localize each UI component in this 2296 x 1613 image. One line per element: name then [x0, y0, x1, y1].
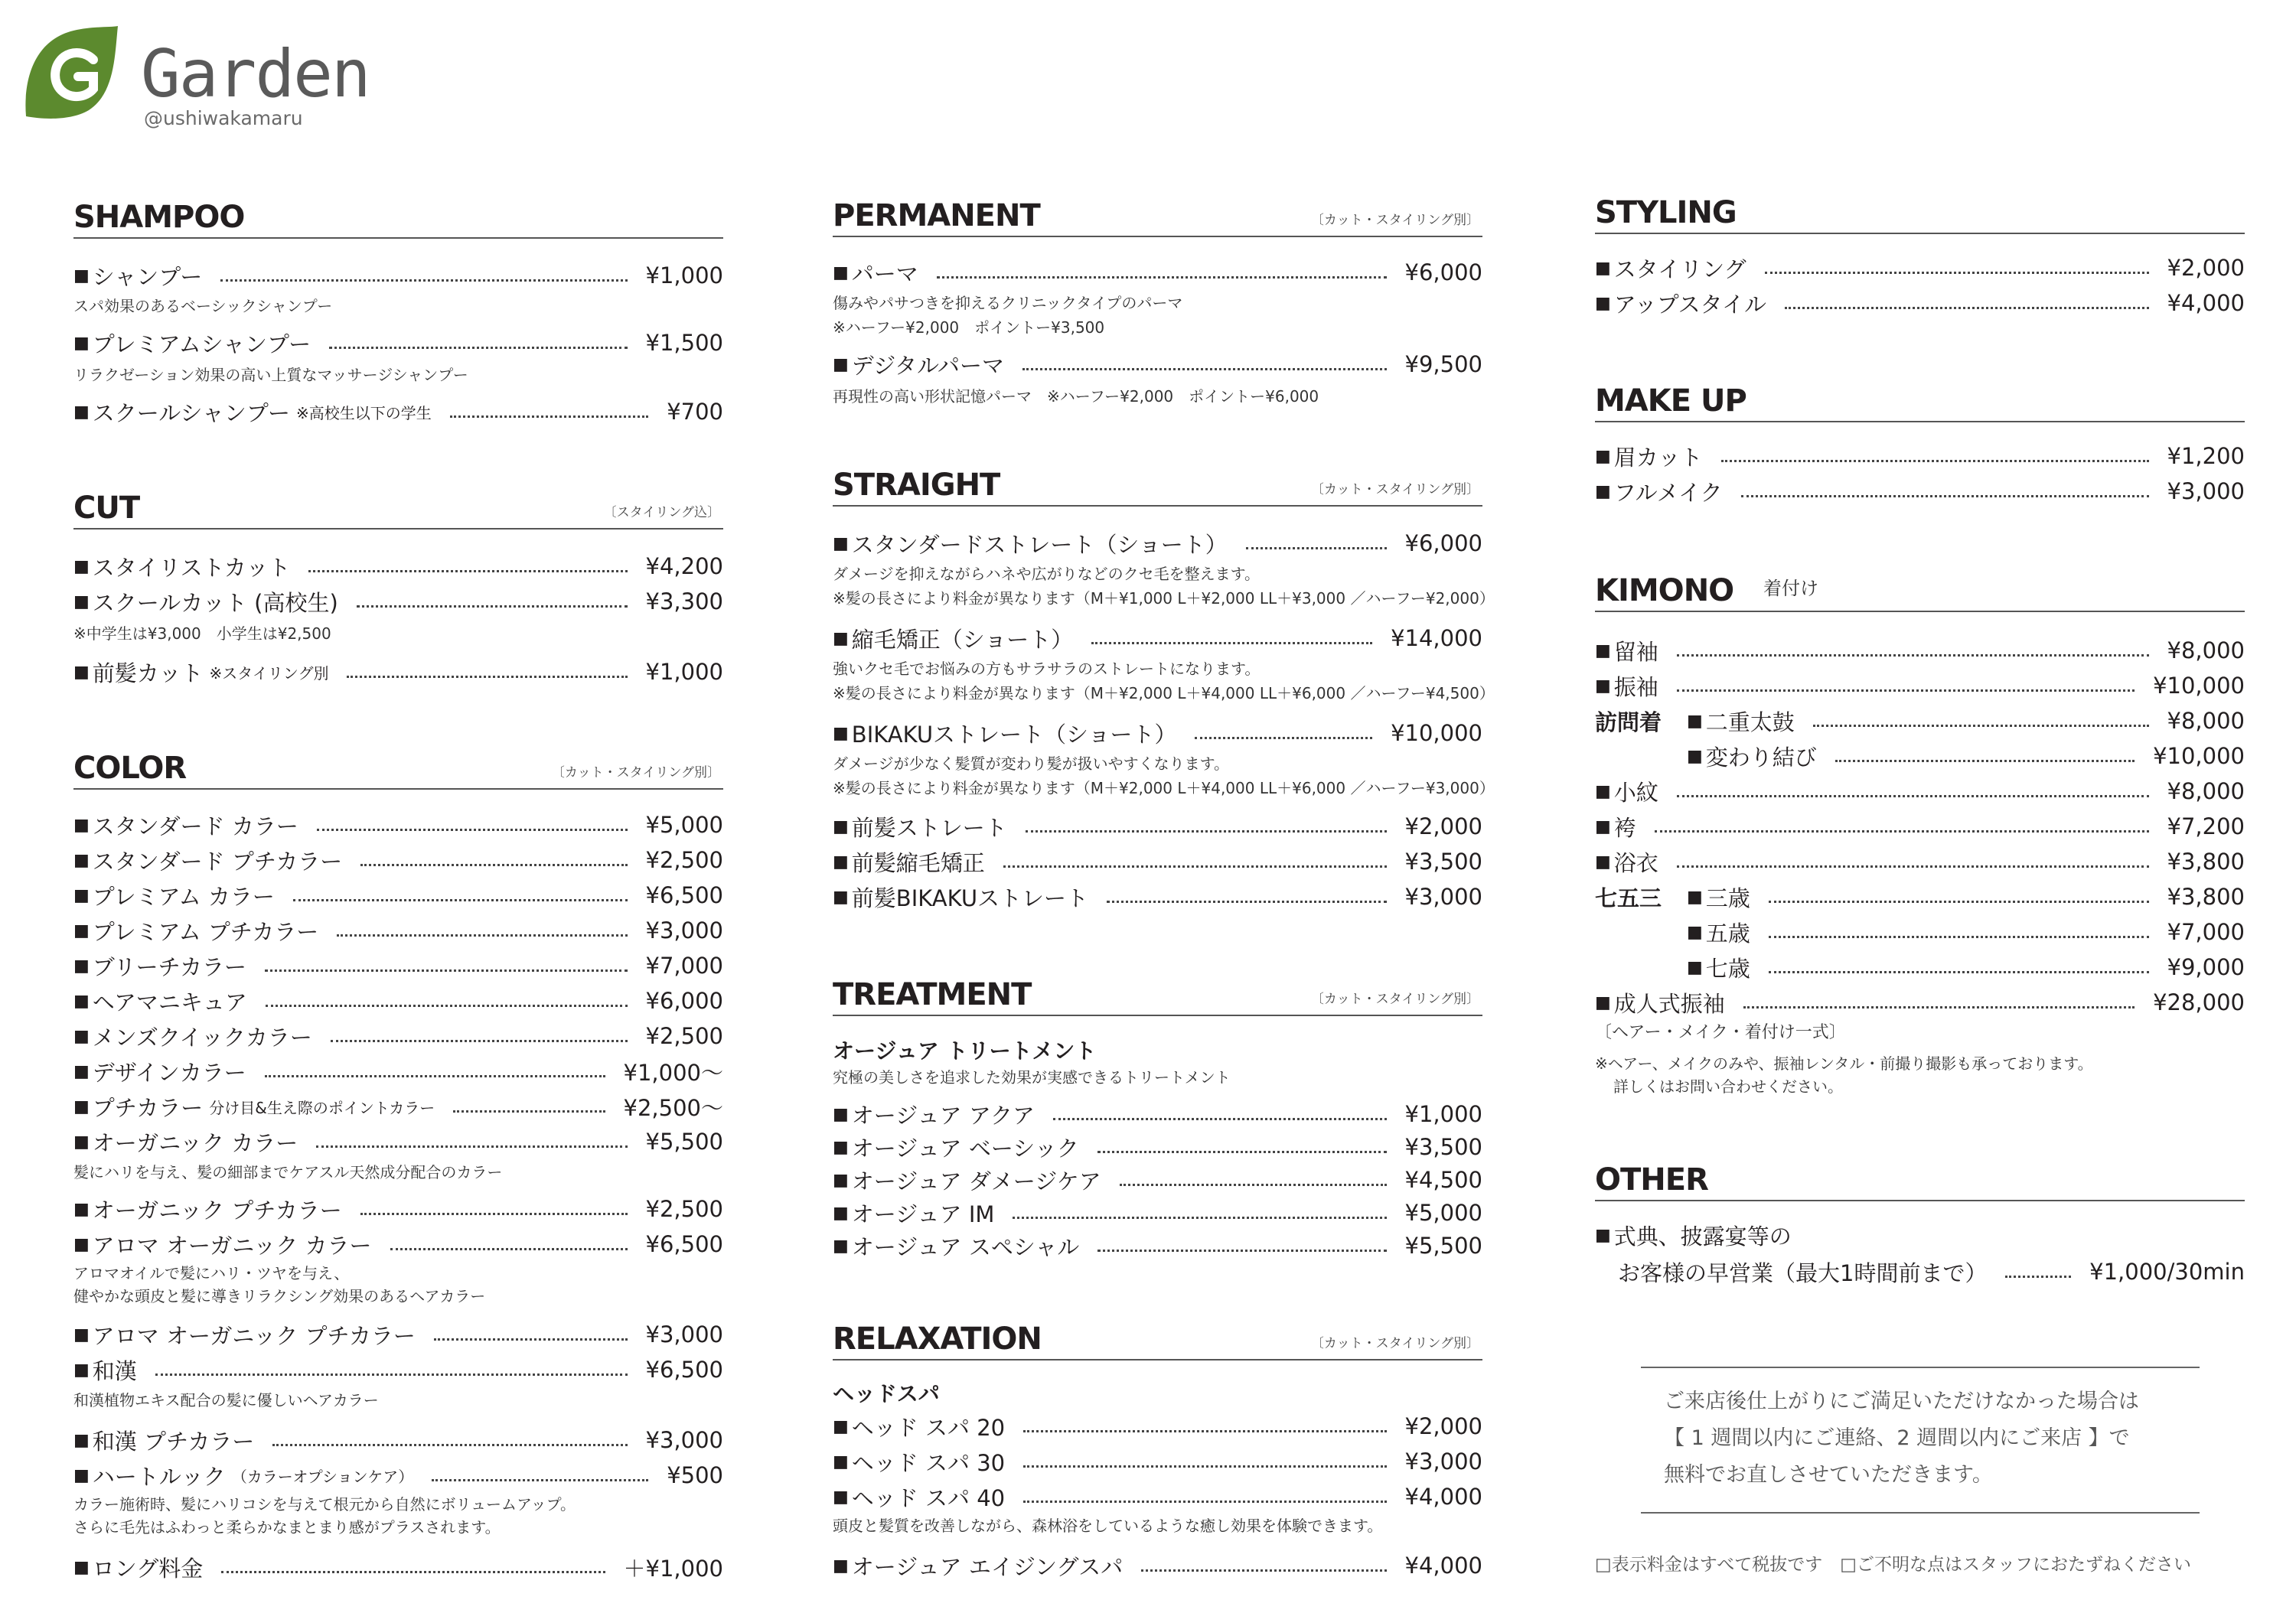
item-desc: ※中学生は¥3,000 小学生は¥2,500 — [73, 624, 331, 643]
item-desc: 健やかな頭皮と髪に導きリラクシング効果のあるヘアカラー — [73, 1287, 486, 1305]
item-desc: 再現性の高い形状記憶パーマ ※ハーフー¥2,000 ポイントー¥6,000 — [833, 387, 1319, 406]
item-name: スタンダードストレート（ショート） — [851, 531, 1228, 558]
item-price: ¥7,000 — [2167, 919, 2245, 945]
item-desc: 髪にハリを与え、髪の細部までケアスル天然成分配合のカラー — [73, 1163, 503, 1181]
menu-item: ■ 前髪縮毛矯正 ¥3,500 — [833, 845, 1482, 878]
item-group: 訪問着 — [1595, 709, 1662, 735]
section-title: OTHER — [1595, 1162, 1708, 1198]
menu-item — [1595, 1255, 2245, 1289]
item-note: ※スタイリング別 — [209, 663, 329, 683]
leaf-logo-icon — [20, 24, 119, 121]
menu-item: ■ ヘッド スパ 30 ¥3,000 — [833, 1445, 1482, 1478]
item-name: 浴衣 — [1613, 849, 1658, 876]
section-title: STYLING — [1595, 195, 1737, 230]
item-group: 七五三 — [1595, 885, 1662, 911]
footer-note: □表示料金はすべて税抜です □ご不明な点はスタッフにおたずねください — [1595, 1555, 2192, 1575]
item-desc: ダメージを抑えながらハネや広がりなどのクセ毛を整えます。 — [833, 565, 1260, 583]
item-price: ¥6,500 — [645, 1357, 723, 1383]
menu-item: ■ オーガニック カラー ¥5,500 — [73, 1125, 723, 1158]
item-name: スクールシャンプー — [92, 399, 291, 426]
item-name: プチカラー — [92, 1094, 204, 1121]
item-price: ¥1,000/30min — [2089, 1259, 2245, 1285]
menu-item: ■ ヘッド スパ 40 ¥4,000 — [833, 1480, 1482, 1514]
menu-item: 訪問着 ■ 二重太鼓 ¥8,000 — [1595, 704, 2245, 738]
menu-item: 七五三 ■ 三歳 ¥3,800 — [1595, 880, 2245, 914]
item-price: ¥5,000 — [1404, 1200, 1482, 1226]
section-header-makeup — [1595, 375, 2245, 422]
item-price: ¥2,500～ — [623, 1094, 723, 1121]
item-price: ¥3,000 — [1404, 884, 1482, 910]
item-price: ¥3,300 — [645, 588, 723, 614]
item-name: アロマ オーガニック プチカラー — [92, 1322, 416, 1349]
menu-item: ■ 小紋 ¥8,000 — [1595, 774, 2245, 808]
item-price: ¥5,000 — [645, 812, 723, 838]
menu-item: ■ スタンダードストレート（ショート） ¥6,000 — [833, 526, 1482, 560]
notice-line: 無料でお直しさせていただきます。 — [1664, 1463, 1993, 1487]
menu-item: ■ オージュア ダメージケア ¥4,500 — [833, 1163, 1482, 1197]
menu-item: ■ 留袖 ¥8,000 — [1595, 634, 2245, 667]
item-price: ¥1,000 — [1404, 1101, 1482, 1127]
item-price: ¥3,800 — [2167, 849, 2245, 875]
item-price: ¥5,500 — [645, 1129, 723, 1155]
section-title: TREATMENT — [833, 977, 1032, 1012]
item-note: （カラーオプションケア） — [231, 1467, 414, 1486]
item-desc: ※髪の長さにより料金が異なります（M＋¥2,000 L＋¥4,000 LL＋¥6,000 ／ハーフー¥4,500） — [833, 684, 1495, 702]
section-note: 〔カット・スタイリング別〕 — [1310, 992, 1479, 1007]
brand-logo — [20, 24, 370, 129]
item-price: ¥6,500 — [645, 1231, 723, 1257]
item-note: 分け目&生え際のポイントカラー — [209, 1098, 435, 1117]
section-header-color — [73, 742, 723, 790]
item-name: オージュア ダメージケア — [851, 1168, 1101, 1194]
item-desc: ※ハーフー¥2,000 ポイントー¥3,500 — [833, 318, 1105, 337]
satisfaction-notice — [1641, 1367, 2200, 1514]
item-name: アップスタイル — [1613, 291, 1767, 318]
section-title: COLOR — [73, 751, 187, 786]
menu-item: ■ 式典、披露宴等の — [1595, 1218, 2245, 1252]
item-price: ¥3,000 — [645, 1321, 723, 1347]
item-name: 留袖 — [1613, 638, 1658, 665]
item-name: 前髪縮毛矯正 — [851, 849, 985, 876]
section-title: KIMONO — [1595, 573, 1734, 608]
menu-item: ■ 縮毛矯正（ショート） ¥14,000 — [833, 621, 1482, 655]
menu-item: ■ アロマ オーガニック プチカラー ¥3,000 — [73, 1318, 723, 1351]
item-name: オーガニック カラー — [92, 1129, 298, 1156]
item-desc: 強いクセ毛でお悩みの方もサラサラのストレートになります。 — [833, 660, 1261, 678]
section-header-styling — [1595, 187, 2245, 234]
item-price: ¥3,000 — [1404, 1448, 1482, 1475]
item-desc: 和漢植物エキス配合の髪に優しいヘアカラー — [73, 1391, 379, 1409]
item-name: デジタルパーマ — [851, 352, 1005, 379]
section-note: 〔カット・スタイリング別〕 — [1310, 1336, 1479, 1351]
item-name: デザインカラー — [92, 1059, 246, 1086]
kimono-note: ※ヘアー、メイクのみや、振袖レンタル・前撮り撮影も承っております。 — [1595, 1054, 2093, 1073]
item-name: スタンダード プチカラー — [92, 848, 343, 875]
item-name: 小紋 — [1613, 779, 1658, 806]
menu-item: ■ デザインカラー ¥1,000～ — [73, 1054, 723, 1088]
item-name: 三歳 — [1705, 885, 1750, 911]
item-name: ハートルック — [92, 1463, 226, 1490]
item-name: スタイリストカット — [92, 554, 291, 581]
item-desc: スパ効果のあるベーシックシャンプー — [73, 297, 333, 315]
item-name: ヘッド スパ 40 — [851, 1484, 1006, 1511]
item-price: ¥3,500 — [1404, 849, 1482, 875]
item-name: スタイリング — [1613, 256, 1746, 282]
item-price: ¥6,000 — [1404, 530, 1482, 556]
item-name: 成人式振袖 — [1613, 990, 1725, 1017]
item-name: メンズクイックカラー — [92, 1024, 312, 1051]
menu-item: ■ シャンプー ¥1,000 — [73, 259, 723, 292]
item-price: ¥9,000 — [2167, 954, 2245, 980]
menu-item: ■ オージュア ベーシック ¥3,500 — [833, 1130, 1482, 1164]
section-note: 〔カット・スタイリング別〕 — [551, 765, 720, 780]
notice-line: ご来店後仕上がりにご満足いただけなかった場合は — [1664, 1390, 2139, 1413]
section-title: SHAMPOO — [73, 200, 245, 235]
menu-item: ■ 成人式振袖 ¥28,000 — [1595, 986, 2245, 1019]
item-price: ¥1,200 — [2167, 443, 2245, 469]
section-title: STRAIGHT — [833, 468, 1000, 503]
menu-item: ■ 浴衣 ¥3,800 — [1595, 845, 2245, 878]
item-price: ¥3,800 — [2167, 884, 2245, 910]
menu-item: ■ ヘアマニキュア ¥6,000 — [73, 984, 723, 1018]
item-name: スクールカット (高校生) — [92, 589, 338, 616]
menu-item: ■ オージュア スペシャル ¥5,500 — [833, 1229, 1482, 1263]
section-title: CUT — [73, 490, 140, 526]
section-title: MAKE UP — [1595, 383, 1746, 419]
menu-item: ■ ロング料金 ＋¥1,000 — [73, 1550, 723, 1584]
item-price: ¥2,000 — [1404, 813, 1482, 839]
item-name: オージュア IM — [851, 1201, 995, 1227]
item-price: ¥4,000 — [1404, 1484, 1482, 1510]
item-desc: リラクゼーション効果の高い上質なマッサージシャンプー — [73, 366, 468, 384]
item-name: オージュア ベーシック — [851, 1135, 1079, 1162]
item-price: ¥3,500 — [1404, 1134, 1482, 1160]
item-name: プレミアム カラー — [92, 883, 275, 910]
item-name: 二重太鼓 — [1705, 709, 1795, 735]
item-price: ¥8,000 — [2167, 637, 2245, 663]
menu-item: ■ アップスタイル ¥4,000 — [1595, 286, 2245, 320]
item-price: ¥2,500 — [645, 1196, 723, 1222]
item-name: 袴 — [1613, 814, 1636, 841]
item-price: ¥5,500 — [1404, 1233, 1482, 1259]
item-price: ¥700 — [667, 399, 723, 425]
item-name: ヘッド スパ 30 — [851, 1449, 1006, 1476]
item-price: ¥8,000 — [2167, 708, 2245, 734]
menu-item: ■ プレミアム カラー ¥6,500 — [73, 878, 723, 912]
item-name: アロマ オーガニック カラー — [92, 1232, 372, 1259]
menu-item: ■ プレミアム プチカラー ¥3,000 — [73, 914, 723, 947]
item-price: ¥4,000 — [1404, 1553, 1482, 1579]
item-name: 前髪カット — [92, 660, 204, 686]
item-name: シャンプー — [92, 263, 203, 290]
section-note: 〔カット・スタイリング別〕 — [1310, 213, 1479, 228]
item-price: ¥9,500 — [1404, 351, 1482, 377]
item-name: 振袖 — [1613, 673, 1658, 700]
notice-line: 【 1 週間以内にご連絡、2 週間以内にご来店 】で — [1664, 1426, 2130, 1450]
menu-item: ■ オージュア エイジングスパ ¥4,000 — [833, 1549, 1482, 1582]
item-desc: ※髪の長さにより料金が異なります（M＋¥1,000 L＋¥2,000 LL＋¥3,000 ／ハーフー¥2,000） — [833, 589, 1495, 608]
item-price: ¥7,200 — [2167, 813, 2245, 839]
item-desc: アロマオイルで髪にハリ・ツヤを与え、 — [73, 1264, 350, 1282]
brand-handle: @ushiwakamaru — [144, 107, 303, 129]
item-price: ¥1,000 — [645, 659, 723, 685]
section-note: 〔スタイリング込〕 — [603, 505, 720, 520]
item-price: ¥3,000 — [645, 1427, 723, 1453]
item-price: ¥10,000 — [2153, 673, 2245, 699]
menu-item: ■ スクールシャンプー ※高校生以下の学生 ¥700 — [73, 395, 723, 429]
section-title: PERMANENT — [833, 198, 1040, 233]
item-name: 五歳 — [1705, 920, 1750, 947]
item-name: プレミアム プチカラー — [92, 918, 319, 945]
menu-item: ■ ハートルック （カラーオプションケア） ¥500 — [73, 1458, 723, 1492]
item-name: 和漢 プチカラー — [92, 1428, 255, 1455]
item-desc: 傷みやパサつきを抑えるクリニックタイプのパーマ — [833, 294, 1183, 312]
menu-item: ■ プレミアムシャンプー ¥1,500 — [73, 326, 723, 360]
item-note: ※高校生以下の学生 — [296, 403, 432, 422]
menu-item: ■ 七歳 ¥9,000 — [1595, 950, 2245, 984]
item-desc: さらに毛先はふわっと柔らかなまとまり感がプラスされます。 — [73, 1518, 501, 1536]
item-name: オーガニック プチカラー — [92, 1197, 342, 1224]
menu-item: ■ BIKAKUストレート（ショート） ¥10,000 — [833, 716, 1482, 750]
menu-item: ■ オーガニック プチカラー ¥2,500 — [73, 1192, 723, 1226]
menu-item: ■ スタイリング ¥2,000 — [1595, 251, 2245, 285]
subheading: ヘッドスパ — [833, 1381, 940, 1406]
item-name: パーマ — [851, 260, 918, 287]
item-name: ヘアマニキュア — [92, 989, 247, 1015]
menu-item: ■ スタイリストカット ¥4,200 — [73, 549, 723, 583]
section-header-straight — [833, 459, 1482, 507]
section-header-other — [1595, 1154, 2245, 1201]
item-name: 眉カット — [1613, 444, 1703, 471]
item-name: 縮毛矯正（ショート） — [851, 626, 1074, 653]
item-desc: 〔ヘアー・メイク・着付け一式〕 — [1595, 1023, 1846, 1042]
item-name: 式典、披露宴等の — [1613, 1223, 1792, 1250]
item-price: ¥4,200 — [645, 553, 723, 579]
item-name: お客様の早営業（最大1時間前まで） — [1618, 1259, 1988, 1286]
section-header-permanent — [833, 190, 1482, 237]
menu-item: ■ プチカラー 分け目&生え際のポイントカラー ¥2,500～ — [73, 1090, 723, 1123]
subheading-desc: 究極の美しさを追求した効果が実感できるトリートメント — [833, 1068, 1231, 1087]
item-name: オージュア エイジングスパ — [851, 1553, 1124, 1580]
item-price: ¥10,000 — [1391, 720, 1482, 746]
subheading: オージュア トリートメント — [833, 1038, 1097, 1064]
menu-item: ■ オージュア IM ¥5,000 — [833, 1196, 1482, 1230]
menu-item: ■ 前髪カット ※スタイリング別 ¥1,000 — [73, 655, 723, 689]
item-name: オージュア スペシャル — [851, 1233, 1080, 1260]
item-price: ¥2,000 — [2167, 255, 2245, 281]
item-price: ¥1,000 — [645, 262, 723, 288]
item-price: ¥6,000 — [645, 988, 723, 1014]
item-name: 前髪BIKAKUストレート — [851, 885, 1089, 911]
item-desc: カラー施術時、髪にハリコシを与えて根元から自然にボリュームアップ。 — [73, 1495, 576, 1514]
item-name: ロング料金 — [92, 1555, 204, 1582]
menu-item: ■ デジタルパーマ ¥9,500 — [833, 347, 1482, 381]
menu-item: ■ 和漢 プチカラー ¥3,000 — [73, 1423, 723, 1457]
item-price: ¥3,000 — [645, 917, 723, 943]
menu-item: ■ スクールカット (高校生) ¥3,300 — [73, 585, 723, 618]
item-price: ¥2,000 — [1404, 1413, 1482, 1439]
menu-item: ■ 振袖 ¥10,000 — [1595, 669, 2245, 702]
item-name: ヘッド スパ 20 — [851, 1414, 1006, 1441]
menu-item: ■ オージュア アクア ¥1,000 — [833, 1097, 1482, 1131]
item-price: ¥1,500 — [645, 330, 723, 356]
menu-item: ■ 五歳 ¥7,000 — [1595, 915, 2245, 949]
item-price: ¥500 — [667, 1462, 723, 1488]
menu-item: ■ 前髪ストレート ¥2,000 — [833, 810, 1482, 843]
section-title: RELAXATION — [833, 1321, 1042, 1357]
menu-item: ■ パーマ ¥6,000 — [833, 256, 1482, 289]
menu-item: ■ ブリーチカラー ¥7,000 — [73, 949, 723, 982]
menu-item: ■ フルメイク ¥3,000 — [1595, 474, 2245, 508]
section-header-cut — [73, 482, 723, 530]
menu-item: ■ 変わり結び ¥10,000 — [1595, 739, 2245, 773]
item-name: スタンダード カラー — [92, 813, 298, 839]
section-note: 着付け — [1763, 578, 1818, 599]
item-price: ¥4,500 — [1404, 1167, 1482, 1193]
item-price: ¥2,500 — [645, 1023, 723, 1049]
item-name: プレミアムシャンプー — [92, 331, 311, 357]
item-price: ¥3,000 — [2167, 478, 2245, 504]
kimono-note: 詳しくはお問い合わせください。 — [1613, 1077, 1843, 1096]
item-name: BIKAKUストレート（ショート） — [851, 721, 1177, 748]
item-name: 変わり結び — [1705, 744, 1817, 771]
item-price: ¥6,000 — [1404, 259, 1482, 285]
brand-name: Garden — [141, 36, 370, 112]
item-name: フルメイク — [1613, 479, 1723, 506]
menu-item: ■ スタンダード カラー ¥5,000 — [73, 808, 723, 842]
menu-item: ■ 和漢 ¥6,500 — [73, 1353, 723, 1387]
item-price: ＋¥1,000 — [623, 1555, 723, 1582]
item-name: ブリーチカラー — [92, 953, 247, 980]
menu-item: ■ メンズクイックカラー ¥2,500 — [73, 1019, 723, 1053]
menu-item: ■ ヘッド スパ 20 ¥2,000 — [833, 1409, 1482, 1443]
section-header-kimono — [1595, 565, 2245, 612]
item-desc: ダメージが少なく髪質が変わり髪が扱いやすくなります。 — [833, 754, 1229, 773]
menu-item: ■ アロマ オーガニック カラー ¥6,500 — [73, 1227, 723, 1261]
item-price: ¥7,000 — [645, 953, 723, 979]
item-price: ¥14,000 — [1391, 625, 1482, 651]
item-price: ¥1,000～ — [623, 1059, 723, 1086]
item-name: 前髪ストレート — [851, 814, 1007, 841]
section-note: 〔カット・スタイリング別〕 — [1310, 482, 1479, 497]
item-desc: ※髪の長さにより料金が異なります（M＋¥2,000 L＋¥4,000 LL＋¥6,000 ／ハーフー¥3,000） — [833, 779, 1495, 797]
item-price: ¥28,000 — [2153, 989, 2245, 1015]
item-price: ¥4,000 — [2167, 290, 2245, 316]
section-header-treatment — [833, 969, 1482, 1016]
item-price: ¥8,000 — [2167, 778, 2245, 804]
section-header-shampoo — [73, 191, 723, 239]
item-price: ¥6,500 — [645, 882, 723, 908]
menu-item: ■ 袴 ¥7,200 — [1595, 810, 2245, 843]
menu-item: ■ 前髪BIKAKUストレート ¥3,000 — [833, 880, 1482, 914]
menu-item: ■ スタンダード プチカラー ¥2,500 — [73, 843, 723, 877]
item-price: ¥2,500 — [645, 847, 723, 873]
item-name: オージュア アクア — [851, 1102, 1035, 1129]
item-name: 和漢 — [92, 1357, 137, 1384]
item-price: ¥10,000 — [2153, 743, 2245, 769]
menu-item: ■ 眉カット ¥1,200 — [1595, 439, 2245, 473]
item-name: 七歳 — [1705, 955, 1750, 982]
item-desc: 頭皮と髪質を改善しながら、森林浴をしているような癒し効果を体験できます。 — [833, 1517, 1383, 1535]
section-header-relaxation — [833, 1313, 1482, 1360]
